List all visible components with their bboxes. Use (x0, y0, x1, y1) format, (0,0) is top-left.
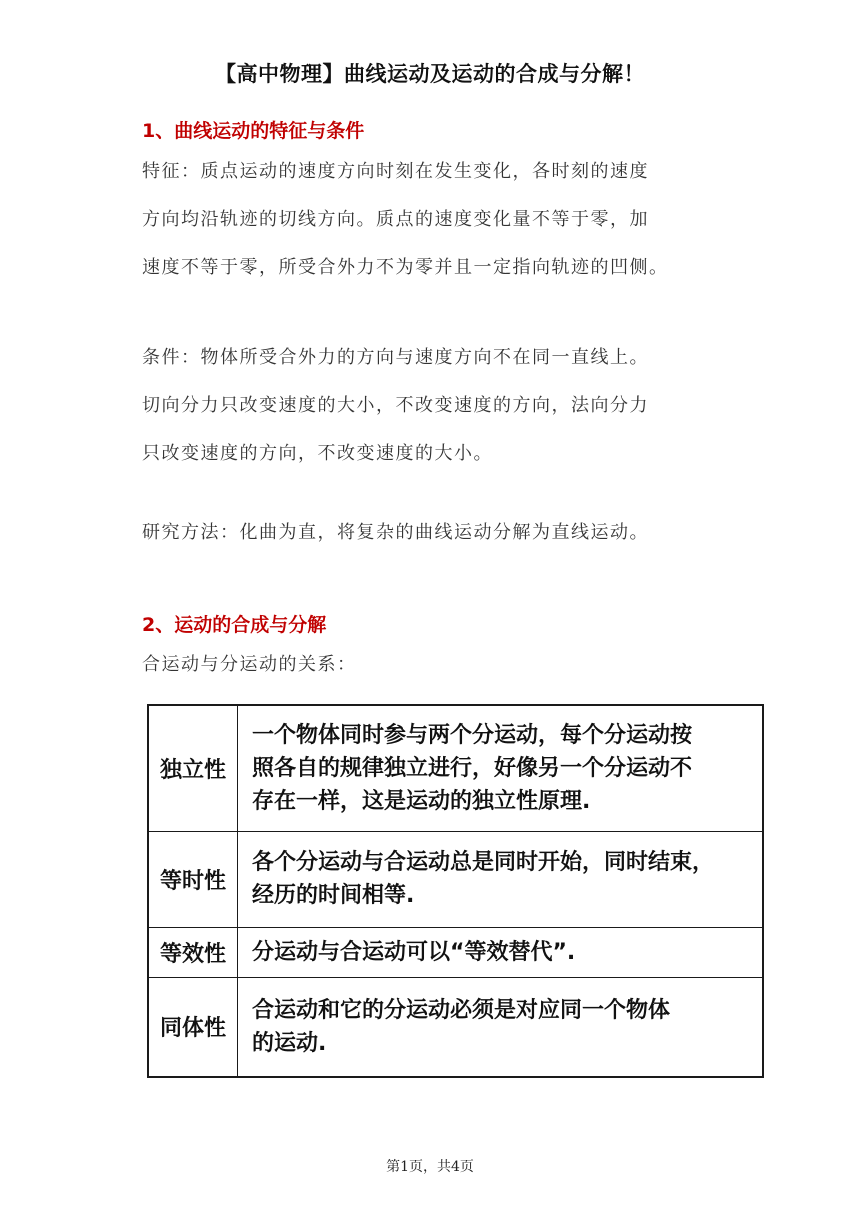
term-cell: 等时性 (148, 831, 238, 927)
table-row (148, 831, 763, 927)
description-cell (238, 831, 764, 927)
relation-table (147, 704, 764, 1078)
relation-intro: 合运动与分运动的关系： (142, 654, 357, 675)
description-line: 分运动与合运动可以“等效替代”. (252, 939, 576, 965)
section-heading-curvilinear: 1、曲线运动的特征与条件 (142, 120, 365, 142)
method-paragraph (142, 509, 742, 557)
description-cell (238, 705, 764, 831)
table-row (148, 977, 763, 1077)
description-cell (238, 977, 764, 1077)
features-paragraph (142, 148, 742, 292)
term-cell: 同体性 (148, 977, 238, 1077)
features-line: 方向均沿轨迹的切线方向。质点的速度变化量不等于零，加 (142, 209, 649, 230)
conditions-line: 条件：物体所受合外力的方向与速度方向不在同一直线上。 (142, 347, 649, 368)
method-line: 研究方法：化曲为直，将复杂的曲线运动分解为直线运动。 (142, 522, 649, 543)
section-heading-composition: 2、运动的合成与分解 (142, 614, 327, 636)
description-line: 存在一样，这是运动的独立性原理. (252, 788, 591, 814)
description-line: 经历的时间相等. (252, 883, 415, 908)
conditions-line: 只改变速度的方向，不改变速度的大小。 (142, 443, 493, 464)
description-line: 合运动和它的分运动必须是对应同一个物体 (252, 997, 671, 1023)
table-row (148, 705, 763, 831)
conditions-paragraph (142, 334, 742, 478)
page-footer: 第1页，共4页 (386, 1159, 474, 1175)
description-cell (238, 927, 764, 977)
term-cell: 等效性 (148, 927, 238, 977)
conditions-line: 切向分力只改变速度的大小，不改变速度的方向，法向分力 (142, 395, 649, 416)
description-line: 照各自的规律独立进行，好像另一个分运动不 (252, 755, 693, 781)
description-line: 一个物体同时参与两个分运动，每个分运动按 (252, 722, 693, 748)
features-line: 特征：质点运动的速度方向时刻在发生变化，各时刻的速度 (142, 161, 649, 182)
term-cell: 独立性 (148, 705, 238, 831)
features-line: 速度不等于零，所受合外力不为零并且一定指向轨迹的凹侧。 (142, 257, 669, 278)
table-row (148, 927, 763, 977)
description-line: 的运动. (252, 1030, 327, 1056)
page-title: 【高中物理】曲线运动及运动的合成与分解！ (215, 62, 645, 86)
description-line: 各个分运动与合运动总是同时开始，同时结束， (252, 850, 715, 875)
